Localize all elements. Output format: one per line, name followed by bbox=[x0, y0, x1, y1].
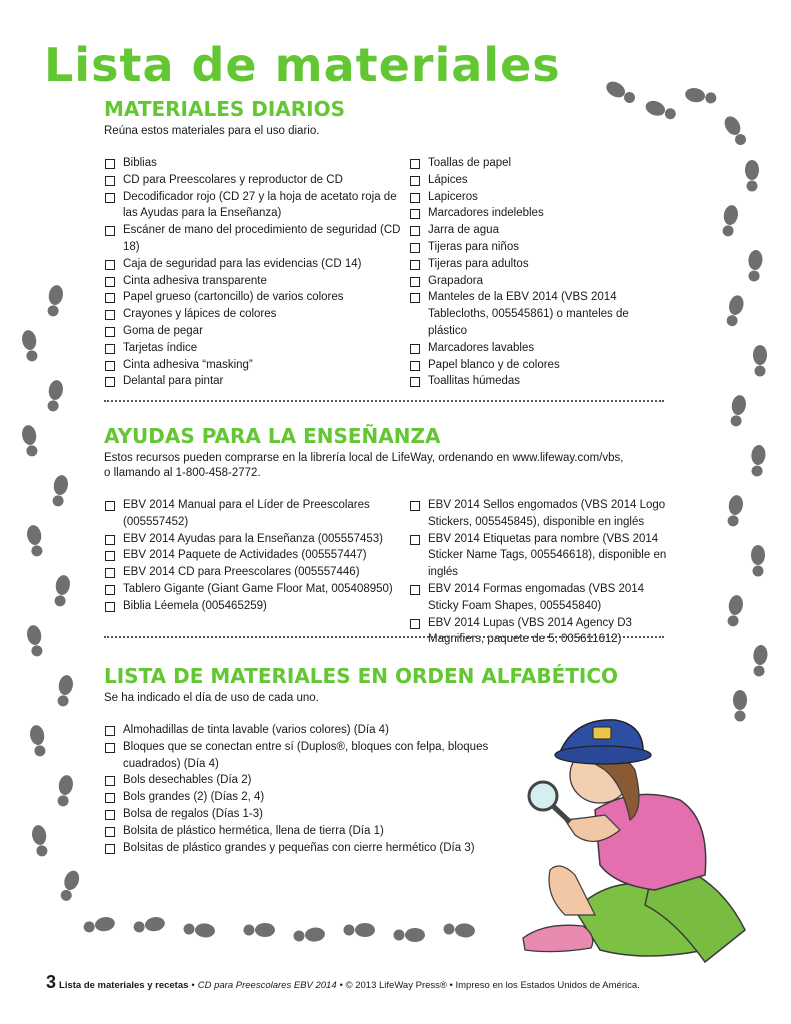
checklist-item bbox=[409, 273, 669, 290]
checklist-item-text: EBV 2014 Paquete de Actividades (005557447) bbox=[123, 549, 367, 562]
checkbox-icon[interactable] bbox=[410, 159, 420, 169]
checklist-item-text: Marcadores lavables bbox=[428, 341, 535, 354]
checklist-item bbox=[104, 806, 509, 823]
checklist-item-text: Lapiceros bbox=[428, 190, 478, 203]
checklist-item-text: Goma de pegar bbox=[123, 324, 203, 337]
checkbox-icon[interactable] bbox=[410, 277, 420, 287]
footprint-icon bbox=[29, 724, 48, 757]
footprint-icon bbox=[183, 922, 216, 939]
checklist-item-text: Tijeras para niños bbox=[428, 240, 519, 253]
checkbox-icon[interactable] bbox=[105, 501, 115, 511]
divider bbox=[104, 400, 664, 402]
checkbox-icon[interactable] bbox=[410, 226, 420, 236]
footer-publication-title: Lista de materiales y recetas bbox=[59, 980, 189, 991]
checklist-item-text: Cinta adhesiva “masking” bbox=[123, 358, 253, 371]
checkbox-icon[interactable] bbox=[105, 585, 115, 595]
checkbox-icon[interactable] bbox=[410, 344, 420, 354]
checklist-item-text: Bolsitas de plástico grandes y pequeñas con cierre hermético (Día 3) bbox=[123, 841, 475, 854]
checklist-item bbox=[104, 273, 409, 290]
checkbox-icon[interactable] bbox=[105, 551, 115, 561]
footprint-icon bbox=[21, 424, 40, 457]
checklist-item bbox=[104, 289, 409, 306]
checkbox-icon[interactable] bbox=[105, 827, 115, 837]
aids-intro-line1: Estos recursos pueden comprarse en la librería local de LifeWay, ordenando en www.lifeway.com/vbs, bbox=[104, 452, 624, 464]
checklist-item-text: EBV 2014 Etiquetas para nombre (VBS 2014 Sticker Name Tags, 005546618), disponible en inglés bbox=[428, 532, 667, 579]
checkbox-icon[interactable] bbox=[105, 776, 115, 786]
checklist-item-text: Tarjetas índice bbox=[123, 341, 198, 354]
checkbox-icon[interactable] bbox=[105, 260, 115, 270]
checklist-item bbox=[104, 497, 409, 531]
footprint-icon bbox=[344, 923, 376, 937]
aids-right-list bbox=[409, 497, 671, 648]
checkbox-icon[interactable] bbox=[105, 193, 115, 203]
checkbox-icon[interactable] bbox=[410, 619, 420, 629]
checklist-item-text: Grapadora bbox=[428, 274, 483, 287]
checklist-item bbox=[409, 289, 669, 339]
checklist-item bbox=[104, 840, 509, 857]
checkbox-icon[interactable] bbox=[410, 176, 420, 186]
checkbox-icon[interactable] bbox=[105, 277, 115, 287]
checklist-item bbox=[409, 155, 669, 172]
page-footer bbox=[46, 972, 640, 993]
footprint-icon bbox=[725, 494, 744, 527]
checklist-item bbox=[104, 581, 409, 598]
checkbox-icon[interactable] bbox=[105, 377, 115, 387]
footprint-icon bbox=[52, 574, 71, 607]
footer-copyright: • © 2013 LifeWay Press® • Impreso en los Estados Unidos de América. bbox=[339, 980, 640, 991]
footprint-icon bbox=[728, 394, 747, 427]
daily-heading: MATERIALES DIARIOS bbox=[104, 97, 345, 121]
checklist-item-text: EBV 2014 Formas engomadas (VBS 2014 Sticky Foam Shapes, 005545840) bbox=[428, 582, 645, 612]
footprint-icon bbox=[752, 644, 769, 677]
footprint-icon bbox=[244, 923, 276, 937]
checklist-item bbox=[104, 547, 409, 564]
footprint-icon bbox=[443, 922, 476, 939]
checklist-item bbox=[409, 172, 669, 189]
checklist-item-text: Manteles de la EBV 2014 (VBS 2014 Tablecloths, 005545861) o manteles de plástico bbox=[428, 291, 629, 337]
page-title: Lista de materiales bbox=[44, 38, 561, 92]
checklist-item bbox=[409, 189, 669, 206]
aids-heading: AYUDAS PARA LA ENSEÑANZA bbox=[104, 424, 441, 448]
footprint-icon bbox=[45, 284, 64, 317]
checklist-item-text: Escáner de mano del procedimiento de seguridad (CD 18) bbox=[123, 224, 401, 253]
checkbox-icon[interactable] bbox=[410, 209, 420, 219]
checkbox-icon[interactable] bbox=[105, 327, 115, 337]
checkbox-icon[interactable] bbox=[410, 293, 420, 303]
footprint-icon bbox=[725, 594, 744, 627]
checklist-item-text: Cinta adhesiva transparente bbox=[123, 274, 267, 287]
checklist-item-text: CD para Preescolares y reproductor de CD bbox=[123, 173, 343, 186]
checkbox-icon[interactable] bbox=[105, 361, 115, 371]
checklist-item bbox=[104, 598, 409, 615]
checklist-item bbox=[104, 323, 409, 340]
child-with-magnifier-illustration bbox=[505, 700, 785, 970]
checklist-item-text: Papel blanco y de colores bbox=[428, 358, 560, 371]
checklist-item-text: EBV 2014 Lupas (VBS 2014 Agency D3 Magnifiers, paquete de 5, 005611612) bbox=[428, 616, 632, 646]
checkbox-icon[interactable] bbox=[105, 810, 115, 820]
checkbox-icon[interactable] bbox=[410, 377, 420, 387]
checklist-item-text: Tablero Gigante (Giant Game Floor Mat, 005408950) bbox=[123, 582, 393, 595]
checklist-item-text: Bolsita de plástico hermética, llena de tierra (Día 1) bbox=[123, 824, 384, 837]
checklist-item-text: EBV 2014 CD para Preescolares (005557446) bbox=[123, 566, 360, 579]
footprint-icon bbox=[55, 674, 74, 707]
checkbox-icon[interactable] bbox=[105, 310, 115, 320]
footprint-icon bbox=[750, 444, 767, 477]
daily-materials-section bbox=[104, 97, 674, 390]
footprint-icon bbox=[745, 160, 759, 192]
footprint-icon bbox=[50, 474, 69, 507]
checklist-item bbox=[409, 222, 669, 239]
footprint-icon bbox=[751, 545, 765, 577]
checklist-item bbox=[409, 581, 671, 615]
checklist-item bbox=[409, 357, 669, 374]
checklist-item-text: Decodificador rojo (CD 27 y la hoja de acetato roja de las Ayudas para la Enseñanza) bbox=[123, 190, 397, 220]
checkbox-icon[interactable] bbox=[105, 176, 115, 186]
checkbox-icon[interactable] bbox=[410, 501, 420, 511]
alpha-intro: Se ha indicado el día de uso de cada uno. bbox=[104, 692, 319, 704]
checklist-item-text: Bloques que se conectan entre sí (Duplos®, bloques con felpa, bloques cuadrados) (Día 4) bbox=[123, 740, 489, 770]
checkbox-icon[interactable] bbox=[410, 243, 420, 253]
checkbox-icon[interactable] bbox=[410, 260, 420, 270]
footer-product: CD para Preescolares EBV 2014 bbox=[197, 980, 337, 991]
footprint-icon bbox=[55, 774, 74, 807]
footprint-icon bbox=[31, 824, 50, 857]
footprint-icon bbox=[293, 927, 326, 944]
checkbox-icon[interactable] bbox=[105, 344, 115, 354]
checklist-item-text: Toallitas húmedas bbox=[428, 375, 521, 388]
checklist-item-text: Lápices bbox=[428, 173, 468, 186]
checklist-item-text: Biblias bbox=[123, 157, 157, 169]
page-number: 3 bbox=[46, 972, 57, 992]
checklist-item-text: Delantal para pintar bbox=[123, 375, 224, 388]
checklist-item bbox=[409, 497, 671, 531]
checklist-item bbox=[104, 772, 509, 789]
footprint-icon bbox=[753, 345, 767, 377]
checklist-item-text: Bols desechables (Día 2) bbox=[123, 774, 252, 787]
alpha-list bbox=[104, 722, 509, 856]
footprint-icon bbox=[721, 114, 749, 148]
footprint-icon bbox=[720, 204, 739, 237]
checkbox-icon[interactable] bbox=[105, 726, 115, 736]
footprint-icon bbox=[394, 928, 426, 942]
footprint-icon bbox=[26, 524, 45, 557]
checklist-item-text: Tijeras para adultos bbox=[428, 257, 529, 270]
checkbox-icon[interactable] bbox=[105, 226, 115, 236]
checklist-item bbox=[409, 256, 669, 273]
aids-intro bbox=[104, 451, 674, 481]
footprint-icon bbox=[133, 916, 166, 935]
checkbox-icon[interactable] bbox=[105, 602, 115, 612]
checklist-item bbox=[104, 340, 409, 357]
checklist-item-text: Marcadores indelebles bbox=[428, 207, 544, 220]
checklist-item-text: Caja de seguridad para las evidencias (CD 14) bbox=[123, 257, 362, 270]
checkbox-icon[interactable] bbox=[410, 361, 420, 371]
checklist-item-text: Almohadillas de tinta lavable (varios colores) (Día 4) bbox=[123, 724, 389, 736]
aids-intro-line2: o llamando al 1-800-458-2772. bbox=[104, 467, 261, 479]
checklist-item bbox=[104, 373, 409, 390]
checklist-item bbox=[104, 531, 409, 548]
checklist-item-text: Bolsa de regalos (Días 1-3) bbox=[123, 807, 263, 820]
checklist-item-text: EBV 2014 Manual para el Líder de Preescolares (005557452) bbox=[123, 499, 370, 528]
checkbox-icon[interactable] bbox=[105, 159, 115, 169]
checklist-item-text: Jarra de agua bbox=[428, 224, 499, 237]
checkbox-icon[interactable] bbox=[105, 844, 115, 854]
checkbox-icon[interactable] bbox=[410, 585, 420, 595]
checkbox-icon[interactable] bbox=[105, 743, 115, 753]
checklist-item bbox=[104, 222, 409, 256]
aids-left-list bbox=[104, 497, 409, 648]
footprint-icon bbox=[747, 249, 764, 282]
daily-right-list bbox=[409, 155, 669, 390]
checklist-item bbox=[409, 531, 671, 581]
daily-left-list bbox=[104, 155, 409, 390]
footprint-icon bbox=[21, 329, 40, 362]
checklist-item bbox=[409, 340, 669, 357]
footprint-icon bbox=[45, 379, 64, 412]
checklist-item bbox=[104, 155, 409, 172]
checklist-item-text: Biblia Léemela (005465259) bbox=[123, 599, 267, 612]
checklist-item bbox=[104, 722, 509, 739]
checklist-item bbox=[104, 564, 409, 581]
checklist-item bbox=[409, 239, 669, 256]
checkbox-icon[interactable] bbox=[105, 793, 115, 803]
checklist-item bbox=[104, 256, 409, 273]
checkbox-icon[interactable] bbox=[105, 293, 115, 303]
footprint-icon bbox=[684, 87, 717, 106]
checklist-item bbox=[104, 306, 409, 323]
checklist-item-text: Crayones y lápices de colores bbox=[123, 308, 277, 321]
checklist-item bbox=[104, 789, 509, 806]
checklist-item bbox=[104, 189, 409, 223]
checklist-item bbox=[409, 373, 669, 390]
footprint-icon bbox=[58, 869, 82, 903]
footer-separator: • bbox=[191, 980, 195, 991]
checklist-item bbox=[104, 823, 509, 840]
footprint-icon bbox=[26, 624, 45, 657]
checklist-item-text: Papel grueso (cartoncillo) de varios colores bbox=[123, 291, 344, 304]
checklist-item bbox=[104, 739, 509, 773]
footprint-icon bbox=[83, 916, 116, 935]
checklist-item bbox=[104, 357, 409, 374]
checkbox-icon[interactable] bbox=[410, 535, 420, 545]
checkbox-icon[interactable] bbox=[105, 568, 115, 578]
checklist-item-text: Bols grandes (2) (Días 2, 4) bbox=[123, 791, 265, 804]
checkbox-icon[interactable] bbox=[105, 535, 115, 545]
checklist-item bbox=[409, 205, 669, 222]
divider bbox=[104, 636, 664, 638]
daily-intro: Reúna estos materiales para el uso diario. bbox=[104, 125, 320, 137]
checklist-item bbox=[104, 172, 409, 189]
footprint-icon bbox=[724, 294, 746, 328]
alpha-heading: LISTA DE MATERIALES EN ORDEN ALFABÉTICO bbox=[104, 664, 619, 688]
checkbox-icon[interactable] bbox=[410, 193, 420, 203]
checklist-item bbox=[409, 615, 671, 649]
checklist-item-text: EBV 2014 Ayudas para la Enseñanza (005557453) bbox=[123, 532, 384, 545]
teaching-aids-section bbox=[104, 424, 674, 648]
checklist-item-text: Toallas de papel bbox=[428, 157, 512, 169]
checklist-item-text: EBV 2014 Sellos engomados (VBS 2014 Logo Stickers, 005545845), disponible en inglés bbox=[428, 499, 666, 528]
